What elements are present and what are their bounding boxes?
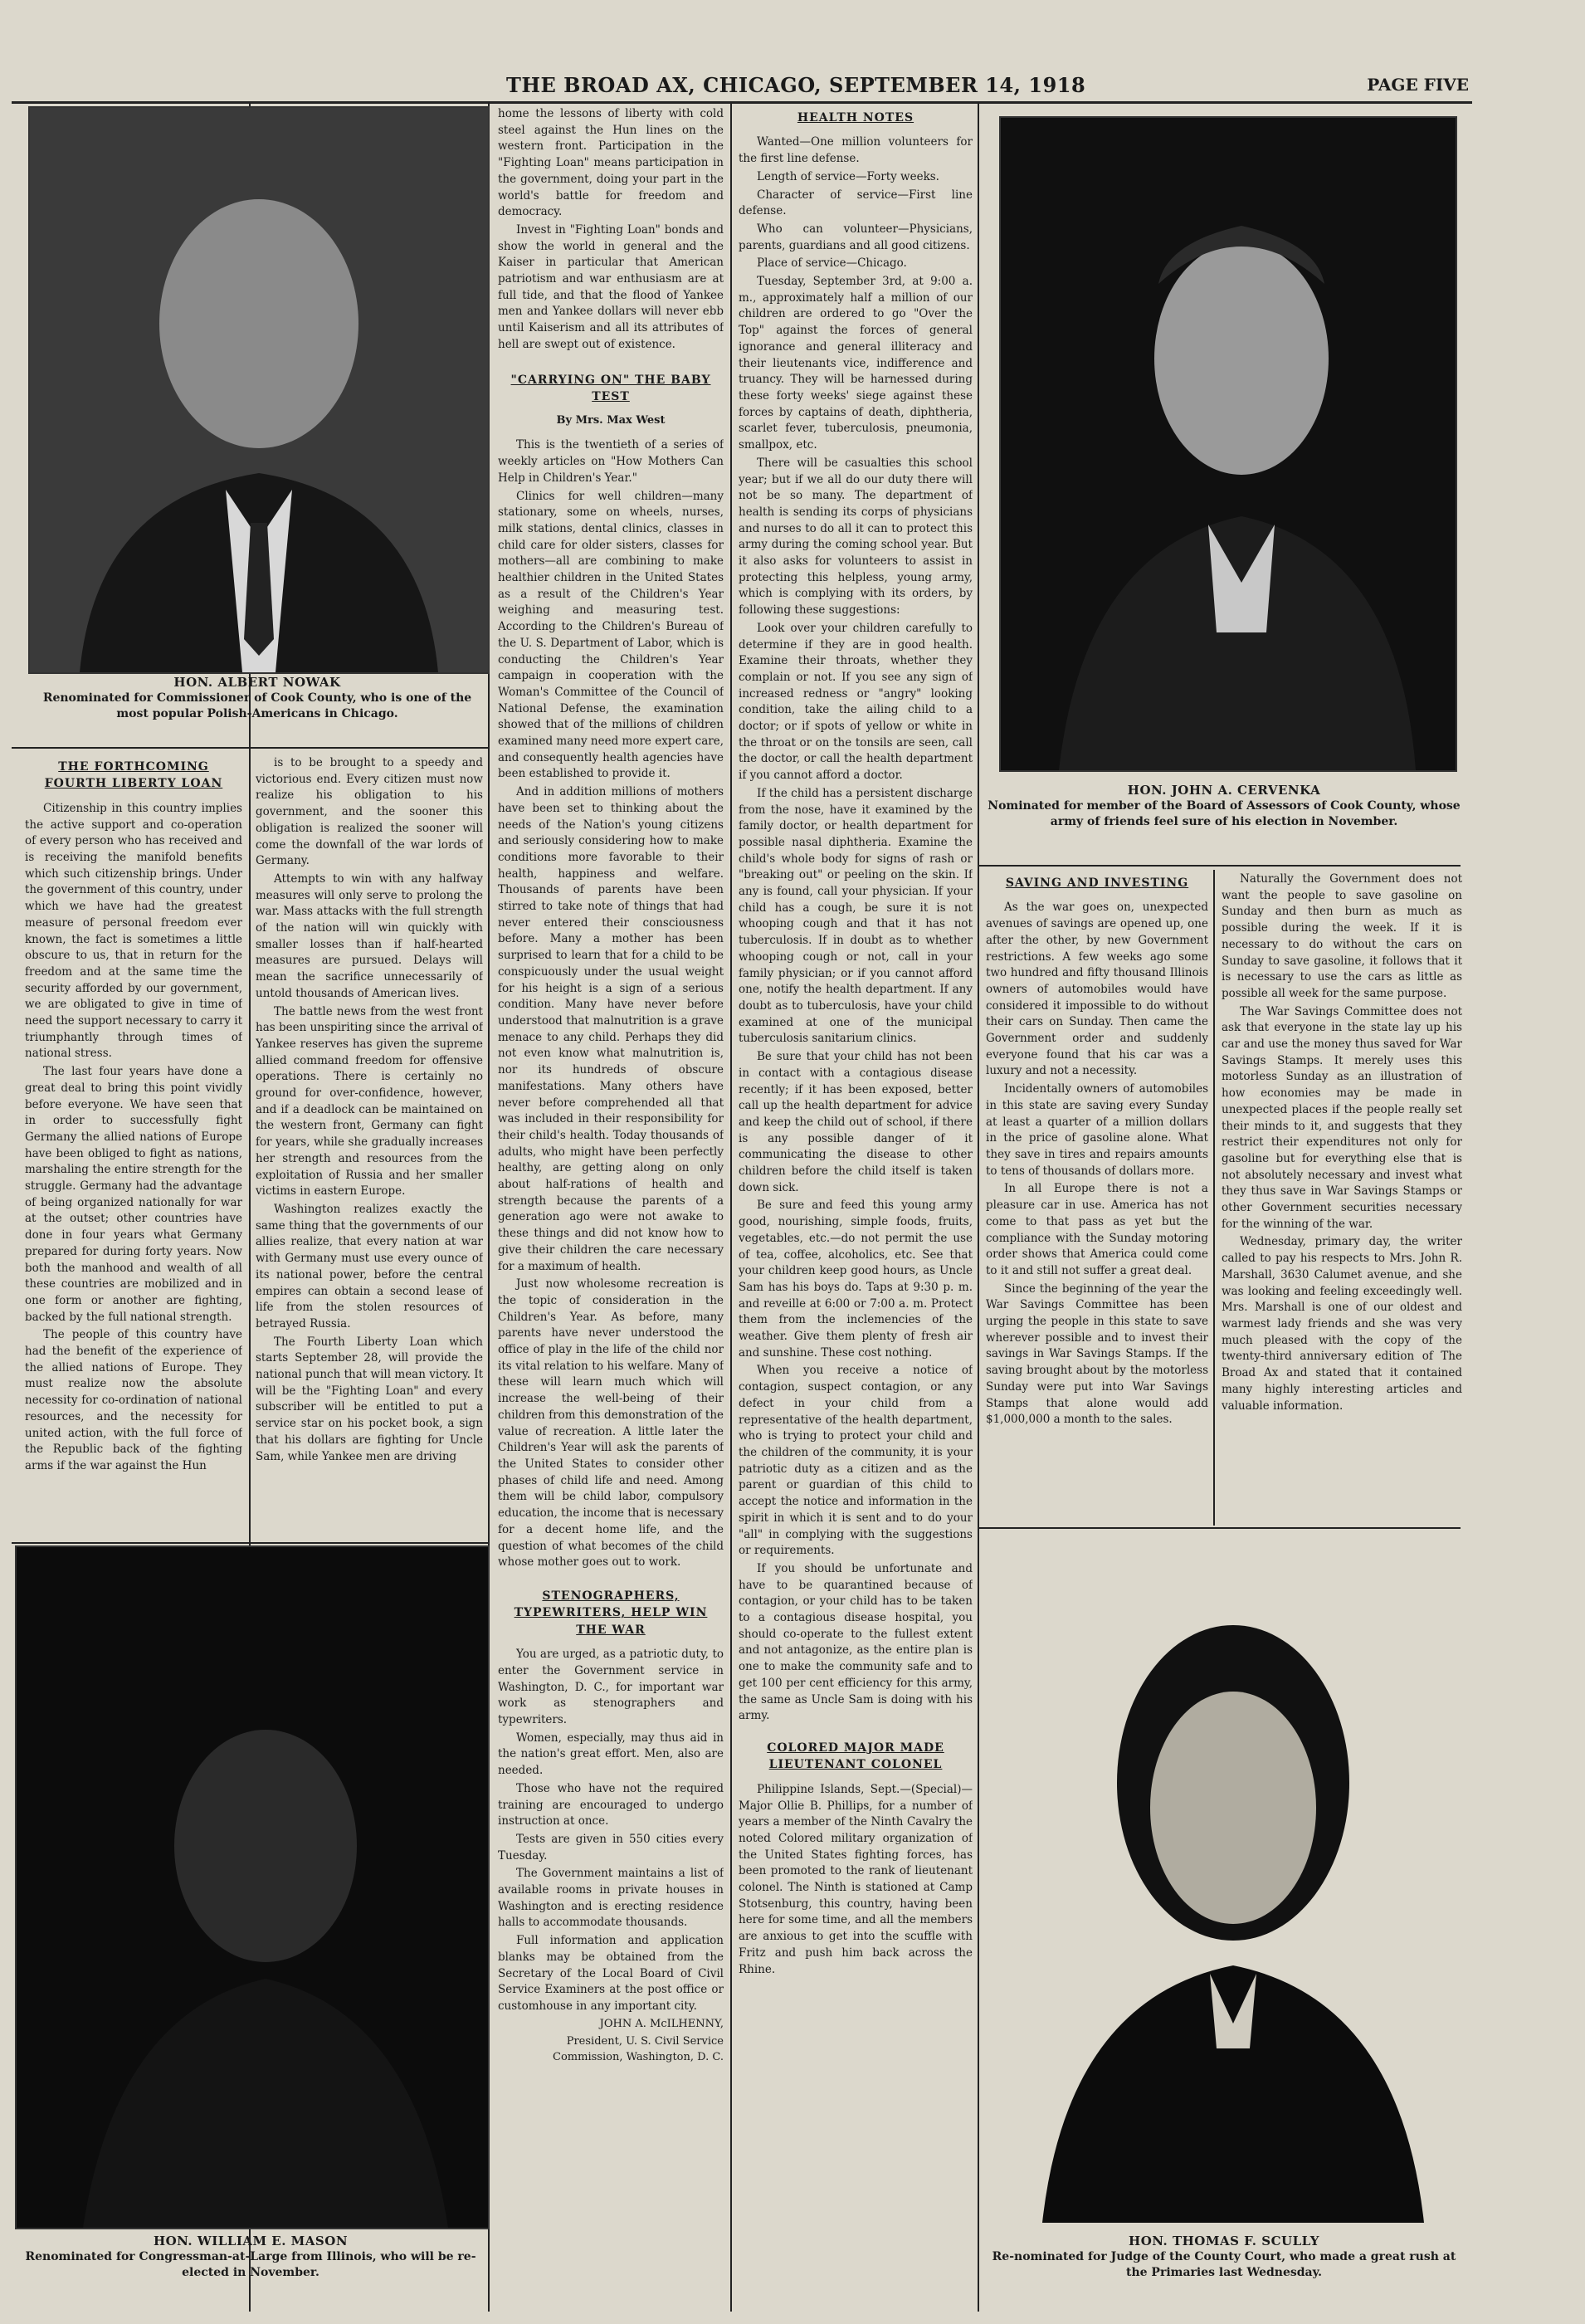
article-saving-col6	[1222, 872, 1462, 1519]
column-rule	[1213, 870, 1215, 1526]
paragraph: Naturally the Government does not want the people to save gasoline on Sunday and then burn as much as possible during the week. If it is necessary to do without the cars on Sunday to save gasoline, it follows that it is necessary to use the cars as little as possible all week for the same purpose.	[1222, 872, 1462, 1000]
caption-name: HON. JOHN A. CERVENKA	[1127, 783, 1321, 798]
paragraph: Wednesday, primary day, the writer called to pay his respects to Mrs. John R. Marshall, 3630 Calumet avenue, and she was looking and feeling exceedingly well. Mrs. Marshall is one of our oldest and warmest lady friends and she was very much pleased with the copy of the twenty-third anniversary edition of The Broad Ax and stated that it contained many highly interesting articles and valuable information.	[1222, 1235, 1462, 1413]
paragraph: And in addition millions of mothers have been set to thinking about the needs of the Nation's young citizens and seriously considering how to make conditions more favorable to their health, happiness and welfare. Thousands of parents have been stirred to take note of things that had never entered their consciousness before. Many a mother has been surprised to learn that for a child to be conspicuously under the usual weight for his height is a sign of a serious condition. Many have never before understood that malnutrition is a grave menace to any child. Perhaps they did not even know what malnutrition is, nor its hundreds of obscure manifestations. Many others have never before comprehended all that was included in their responsibility for their child's health. Today thousands of adults, who might have been perfectly healthy, are getting along on only about half-rations of health and strength because the parents of a generation ago were not awake to these things and did not know how to give their children the care necessary for a maximum of health.	[498, 785, 724, 1273]
paragraph: The Government maintains a list of available rooms in private houses in Washington and is erecting residence halls to accommodate thousands.	[498, 1867, 724, 1930]
portrait-image	[992, 1534, 1461, 2223]
paragraph: Just now wholesome recreation is the topic of consideration in the Children's Year. As before, many parents have never understood the office of play in the life of the child nor its vital relation to his welfare. Many of these will learn much which will increase the well-being of their children from this demonstration of the value of recreation. A little later the Children's Year will ask the parents of the United States to consider other phases of child life and need. Among them will be child labor, compulsory education, the income that is necessary for a decent home life, and the question of what becomes of the child whose mother goes out to work.	[498, 1277, 724, 1570]
paragraph: Citizenship in this country implies the active support and co-operation of every person who has received and is receiving the manifold benefits which such citizenship brings. Under the government of this country, under which we have had the greatest measure of personal freedom ever known, the fact is sometimes a little obscure to us, that in return for the freedom and at the same time the security afforded by our government, we are obligated to give in time of need the support necessary to carry it triumphantly through times of national stress.	[25, 801, 242, 1061]
paragraph: home the lessons of liberty with cold steel against the Hun lines on the western front. Participation in the "Fighting Loan" means participation in the government, doing your part in the world's battle for freedom and democracy.	[498, 107, 724, 219]
article-liberty-loan-col1	[25, 755, 242, 1536]
paragraph: Who can volunteer—Physicians, parents, guardians and all good citizens.	[739, 222, 973, 252]
paragraph: Attempts to win with any halfway measures will only serve to prolong the war. Mass attacks with the full strength of the nation will win quickly with smaller losses than if half-hearted measures are pursued. Delays will mean the sacrifice unnecessarily of untold thousands of American lives.	[256, 872, 483, 1000]
column-rule	[730, 104, 732, 2312]
photo-thomas-scully	[992, 1534, 1461, 2223]
caption-name: HON. WILLIAM E. MASON	[153, 2234, 349, 2248]
portrait-image	[30, 108, 488, 672]
paragraph: Full information and application blanks may be obtained from the Secretary of the Local Board of Civil Service Examiners at the post office or customhouse in any important city.	[498, 1934, 724, 2013]
paragraph: The Fourth Liberty Loan which starts September 28, will provide the national punch that will mean victory. It will be the "Fighting Loan" and every subscriber will be entitled to put a service star on his pocket book, a sign that his dollars are fighting for Uncle Sam, while Yankee men are driving	[256, 1335, 483, 1463]
caption-text: Renominated for Commissioner of Cook County, who is one of the most popular Polish-Americans in Chicago.	[42, 691, 472, 721]
paragraph: Be sure that your child has not been in contact with a contagious disease recently; if it has been exposed, better call up the health department for advice and keep the child out of school, if there is any possible danger of it communicating the disease to other children before the child itself is taken down sick.	[739, 1050, 973, 1194]
paragraph: The people of this country have had the benefit of the experience of the allied nations of Europe. They must realize now the absolute necessity for co-ordination of national resources, and the necessity for united action, with the full force of the Republic back of the fighting arms if the war against the Hun	[25, 1328, 242, 1472]
caption-william-mason	[20, 2233, 481, 2281]
article-title: "CARRYING ON" THE BABY TEST	[510, 373, 711, 403]
paragraph: This is the twentieth of a series of weekly articles on "How Mothers Can Help in Children's Year."	[498, 438, 724, 485]
paragraph: Those who have not the required training are encouraged to undergo instruction at once.	[498, 1781, 724, 1828]
photo-albert-nowak	[28, 106, 490, 674]
article-title: THE FORTHCOMING FOURTH LIBERTY LOAN	[44, 760, 223, 791]
signature-name: JOHN A. McILHENNY,	[599, 2017, 724, 2030]
caption-thomas-scully	[988, 2233, 1461, 2281]
section-rule	[12, 747, 488, 749]
caption-name: HON. ALBERT NOWAK	[173, 675, 341, 690]
paragraph: The battle news from the west front has been unspiriting since the arrival of Yankee reserves has given the supreme allied command freedom for offensive operations. There is certainly no ground for over-confidence, however, and if a deadlock can be maintained on the western front, Germany can fight for years, while she gradually increases her strength and resources from the exploitation of Russia and her smaller victims in eastern Europe.	[256, 1004, 483, 1199]
paragraph: If the child has a persistent discharge from the nose, have it examined by the family doctor, or health department for possible nasal diphtheria. Examine the child's whole body for signs of rash or "breaking out" or peeling on the skin. If any is found, call your physician. If your child has a cough, be sure it is not whooping cough and that it has not tuberculosis. If in doubt as to whether whooping cough or not, call in your family physician; or if you cannot afford one, notify the health department. If any doubt as to tuberculosis, have your child examined at one of the municipal tuberculosis sanitarium clinics.	[739, 786, 973, 1046]
article-title: STENOGRAPHERS, TYPEWRITERS, HELP WIN THE WAR	[514, 1589, 708, 1637]
article-byline: By Mrs. Max West	[556, 414, 666, 427]
caption-albert-nowak	[33, 674, 481, 722]
article-liberty-loan-col2	[256, 755, 483, 1536]
paragraph: Tuesday, September 3rd, at 9:00 a. m., approximately half a million of our children are ordered to go "Over the Top" against the forces of general ignorance and general illiteracy and their lieutenants vice, indifference and truancy. They will be harnessed during these forty weeks' siege against these forces by captains of death, diphtheria, scarlet fever, tuberculosis, pneumonia, smallpox, etc.	[739, 275, 973, 452]
caption-text: Renominated for Congressman-at-Large from Illinois, who will be re-elected in November.	[25, 2250, 476, 2280]
column-3	[498, 106, 724, 2306]
paragraph: Incidentally owners of automobiles in this state are saving every Sunday at least a quarter of a million dollars in the price of gasoline alone. What they save in tires and repairs amounts to tens of thousands of dollars more.	[986, 1082, 1208, 1178]
paragraph: Since the beginning of the year the War Savings Committee has been urging the people in this state to save wherever possible and to invest their savings in War Savings Stamps. If the saving brought about by the motorless Sunday were put into War Savings Stamps that alone would add $1,000,000 a month to the sales.	[986, 1282, 1208, 1427]
page-number: PAGE FIVE	[1367, 75, 1469, 95]
section-rule	[979, 1527, 1461, 1529]
paragraph: You are urged, as a patriotic duty, to enter the Government service in Washington, D. C., for important war work as stenographers and typewriters.	[498, 1648, 724, 1727]
paragraph: If you should be unfortunate and have to be quarantined because of contagion, or your child has to be taken to a contagious disease hospital, you should co-operate to the fullest extent and not antagonize, as the entire plan is one to make the community safe and to get 100 per cent efficiency for this army, the same as Uncle Sam is doing with his army.	[739, 1561, 973, 1723]
section-rule	[12, 1542, 488, 1544]
article-title: HEALTH NOTES	[797, 111, 914, 124]
caption-text: Re-nominated for Judge of the County Court, who made a great rush at the Primaries last Wednesday.	[992, 2250, 1456, 2280]
paragraph: As the war goes on, unexpected avenues of savings are opened up, one after the other, by new Government restrictions. A few weeks ago some two hundred and fifty thousand Illinois owners of automobiles would have considered it impossible to do without their cars on Sunday. Then came the Government order and suddenly everyone found that his car was a luxury and not a necessity.	[986, 901, 1208, 1078]
paragraph: The last four years have done a great deal to bring this point vividly before everyone. We have seen that in order to successfully fight Germany the allied nations of Europe have been obliged to fight as nations, marshaling the entire strength for the struggle. Germany had the advantage of being organized nationally for war at the outset; other countries have done in four years what Germany prepared for during forty years. Now both the manhood and wealth of all these countries are mobilized and in one form or another are fighting, backed by the full national strength.	[25, 1065, 242, 1324]
paragraph: Philippine Islands, Sept.—(Special)—Major Ollie B. Phillips, for a number of years a member of the Ninth Cavalry the noted Colored military organization of the United States fighting forces, has been promoted to the rank of lieutenant colonel. The Ninth is stationed at Camp Stotsenburg, this country, having been here for some time, and all the members are anxious to get into the scuffle with Fritz and push him back across the Rhine.	[739, 1782, 973, 1976]
masthead-rule	[12, 101, 1472, 104]
signature-title: President, U. S. Civil Service Commission, Washington, D. C.	[553, 2034, 724, 2063]
paragraph: In all Europe there is not a pleasure car in use. America has not come to that pass as yet but the compliance with the Sunday motoring order shows that America could come to it and still not suffer a great deal.	[986, 1182, 1208, 1277]
paragraph: When you receive a notice of contagion, suspect contagion, or any defect in your child from a representative of the health department, who is trying to protect your child and the children of the community, it is your patriotic duty as a citizen and as the parent or guardian of this child to accept the notice and information in the spirit in which it is sent and to do your "all" in complying with the suggestions or requirements.	[739, 1364, 973, 1558]
caption-text: Nominated for member of the Board of Assessors of Cook County, whose army of friends feel sure of his election in November.	[988, 799, 1461, 829]
paragraph: The War Savings Committee does not ask that everyone in the state lay up his car and use the money thus saved for War Savings Stamps. It merely uses this motorless Sunday as an illustration of how economies may be made in unexpected places if the people really set their minds to it, and suggests that they restrict their expenditures not only for gasoline but for everything else that is not absolutely necessary and invest what they thus save in War Savings Stamps or other Government securities necessary for the winning of the war.	[1222, 1004, 1462, 1231]
paragraph: Women, especially, may thus aid in the nation's great effort. Men, also are needed.	[498, 1731, 724, 1778]
masthead	[0, 73, 1585, 101]
caption-john-cervenka	[988, 782, 1461, 830]
paragraph: Place of service—Chicago.	[757, 256, 907, 271]
paragraph: Wanted—One million volunteers for the first line defense.	[739, 135, 973, 166]
paragraph: Be sure and feed this young army good, nourishing, simple foods, fruits, vegetables, etc.—do not permit the use of tea, coffee, alcoholics, etc. See that your children keep good hours, as Uncle Sam has his boys do. Taps at 9:30 p. m. and reveille at 6:00 or 7:00 a. m. Protect them from the inclemencies of the weather. Give them plenty of fresh air and sunshine. These cost nothing.	[739, 1199, 973, 1360]
photo-william-mason	[15, 1545, 490, 2229]
photo-john-cervenka	[999, 116, 1457, 772]
portrait-image	[1001, 118, 1456, 770]
paragraph: Invest in "Fighting Loan" bonds and show the world in general and the Kaiser in particular that American patriotism and war enthusiasm are at full tide, and that the flood of Yankee men and Yankee dollars will never ebb until Kaiserism and all its attributes of hell are swept out of existence.	[498, 222, 724, 351]
paragraph: Clinics for well children—many stationary, some on wheels, nurses, milk stations, dental clinics, classes in child care for older sisters, classes for mothers—all are combining to make healthier children in the United States as a result of the Children's Year weighing and measuring test. According to the Children's Bureau of the U. S. Department of Labor, which is conducting the Children's Year campaign in cooperation with the Woman's Committee of the Council of National Defense, the examination showed that of the millions of children examined many need more expert care, and consequently health agencies have been established to provide it.	[498, 489, 724, 781]
section-rule	[979, 865, 1461, 867]
column-rule	[978, 104, 979, 2312]
article-saving-col5	[986, 872, 1208, 1519]
caption-name: HON. THOMAS F. SCULLY	[1129, 2234, 1319, 2248]
paragraph: is to be brought to a speedy and victorious end. Every citizen must now realize his obligation to his government, and the sooner this obligation is realized the sooner will come the downfall of the war lords of Germany.	[256, 756, 483, 868]
paragraph: Look over your children carefully to determine if they are in good health. Examine their throats, whether they complain or not. If you see any sign of increased redness or "angry" looking condition, take the ailing child to a doctor; or if spots of yellow or white in the throat or on the tonsils are seen, call the doctor, or call the health department if you cannot afford a doctor.	[739, 621, 973, 783]
paragraph: Length of service—Forty weeks.	[757, 169, 939, 183]
paragraph: Character of service—First line defense.	[739, 188, 973, 218]
masthead-title: THE BROAD AX, CHICAGO, SEPTEMBER 14, 1918	[506, 73, 1086, 97]
paragraph: Washington realizes exactly the same thing that the governments of our allies realize, that every nation at war with Germany must use every ounce of its national power, before the central empires can obtain a second lease of life from the stolen resources of betrayed Russia.	[256, 1202, 483, 1330]
article-title: SAVING AND INVESTING	[1005, 876, 1189, 890]
paragraph: There will be casualties this school year; but if we all do our duty there will not be so many. The department of health is sending its corps of physicians and nurses to do all it can to protect this army during the coming school year. But it also asks for volunteers to assist in protecting this helpless, young army, which is complying with its orders, by following these suggestions:	[739, 456, 973, 618]
article-title: COLORED MAJOR MADE LIEUTENANT COLONEL	[767, 1741, 944, 1772]
paragraph: Tests are given in 550 cities every Tuesday.	[498, 1832, 724, 1863]
portrait-image	[17, 1547, 488, 2228]
column-4	[739, 106, 973, 2306]
